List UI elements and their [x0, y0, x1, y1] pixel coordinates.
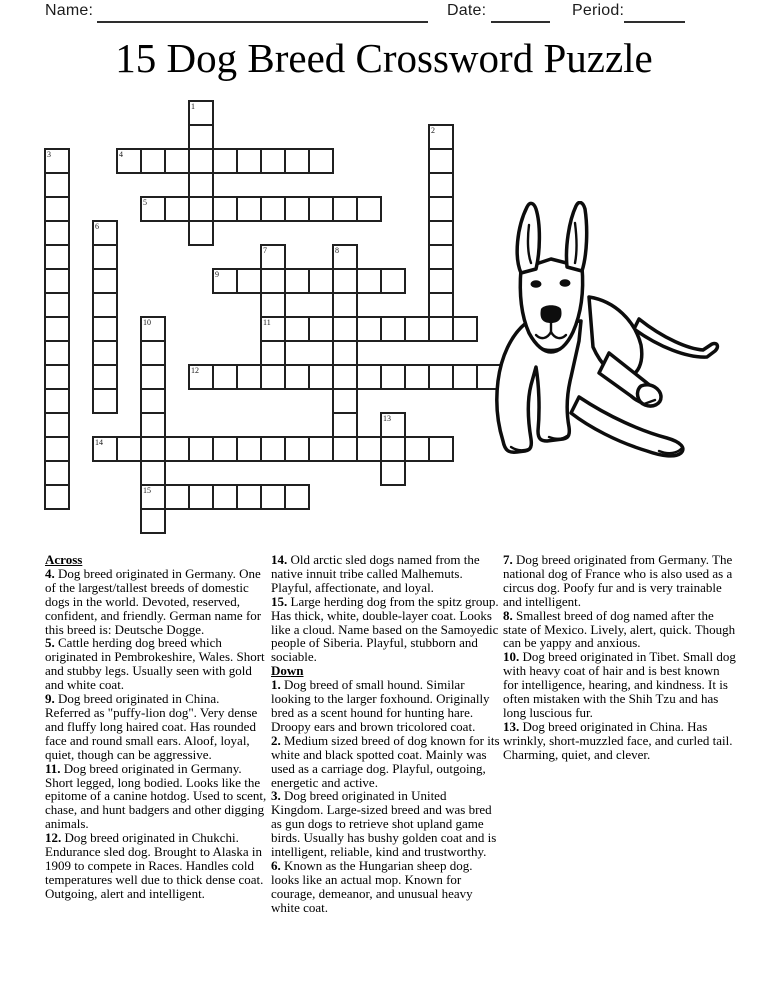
cell-number: 3: [47, 150, 51, 159]
crossword-cell[interactable]: [44, 292, 70, 318]
crossword-cell[interactable]: [332, 292, 358, 318]
crossword-cell[interactable]: [140, 436, 166, 462]
crossword-cell[interactable]: [284, 316, 310, 342]
crossword-cell[interactable]: [44, 460, 70, 486]
cell-number: 7: [263, 246, 267, 255]
clue-number: 7.: [503, 552, 513, 567]
crossword-cell[interactable]: [332, 340, 358, 366]
crossword-cell[interactable]: [428, 148, 454, 174]
period-blank-line: [624, 3, 685, 23]
cell-number: 10: [143, 318, 151, 327]
crossword-cell[interactable]: [308, 148, 334, 174]
clue-number: 9.: [45, 691, 55, 707]
clue-4: 4. Dog breed originated in Germany. One of the largest/tallest breeds of domestic dogs in the world. Devoted, reserved, confident, and friendly. German name for this breed is: Deutsche Dogge.: [45, 565, 262, 637]
crossword-cell[interactable]: [44, 172, 70, 198]
crossword-cell[interactable]: [380, 364, 406, 390]
clue-7: 7. Dog breed originated from Germany. The national dog of France who is also used as a circus dog. Poofy fur and is very trainable and intelligent.: [503, 552, 733, 609]
crossword-cell[interactable]: [428, 292, 454, 318]
crossword-cell[interactable]: [260, 340, 286, 366]
heading-text: Down: [271, 663, 304, 679]
crossword-cell[interactable]: [308, 196, 334, 222]
crossword-cell[interactable]: [44, 388, 70, 414]
crossword-cell[interactable]: [308, 316, 334, 342]
name-blank-line: [97, 3, 428, 23]
crossword-cell[interactable]: [92, 388, 118, 414]
crossword-cell[interactable]: [236, 484, 262, 510]
crossword-cell[interactable]: [212, 196, 238, 222]
crossword-cell[interactable]: [452, 316, 478, 342]
crossword-cell[interactable]: [212, 148, 238, 174]
crossword-cell[interactable]: [140, 364, 166, 390]
cell-number: 14: [95, 438, 103, 447]
cell-number: 6: [95, 222, 99, 231]
crossword-cell[interactable]: [356, 316, 382, 342]
crossword-cell[interactable]: [356, 436, 382, 462]
crossword-cell[interactable]: [164, 196, 190, 222]
cell-number: 9: [215, 270, 219, 279]
clue-number: 13.: [503, 718, 520, 734]
clue-12: 12. Dog breed originated in Chukchi. Endurance sled dog. Brought to Alaska in 1909 to compete in Races. Handles cold temperatures well due to thick dense coat. Outgoing, alert and intelligent.: [45, 830, 264, 901]
crossword-cell[interactable]: [44, 196, 70, 222]
crossword-cell[interactable]: [404, 436, 430, 462]
crossword-cell[interactable]: [44, 268, 70, 294]
crossword-cell[interactable]: [356, 268, 382, 294]
crossword-cell[interactable]: [380, 412, 406, 438]
crossword-cell[interactable]: [44, 244, 70, 270]
crossword-cell[interactable]: [140, 460, 166, 486]
crossword-cell[interactable]: [116, 148, 142, 174]
crossword-cell[interactable]: [44, 340, 70, 366]
crossword-cell[interactable]: [236, 148, 262, 174]
crossword-cell[interactable]: [332, 412, 358, 438]
clue-column-2: [271, 553, 500, 915]
crossword-cell[interactable]: [380, 436, 406, 462]
crossword-cell[interactable]: [188, 172, 214, 198]
clue-column-3: [503, 553, 736, 915]
crossword-cell[interactable]: [260, 268, 286, 294]
cell-number: 1: [191, 102, 195, 111]
crossword-cell[interactable]: [284, 268, 310, 294]
clue-column-1: [45, 553, 267, 915]
crossword-cell[interactable]: [260, 196, 286, 222]
clue-15: 15. Large herding dog from the spitz group. Has thick, white, double-layer coat. Looks like a cloud. Name based on the Samoyedic people of Siberia. Playful, stubborn and sociable.: [271, 593, 499, 665]
crossword-cell[interactable]: [188, 100, 214, 126]
crossword-cell[interactable]: [140, 508, 166, 534]
clue-number: 12.: [45, 830, 62, 846]
clue-5: 5. Cattle herding dog breed which originated in Pembrokeshire, Wales. Short and stubby legs. Usually seen with gold and white coat.: [45, 635, 265, 693]
crossword-cell[interactable]: [428, 124, 454, 150]
clue-number: 3.: [271, 788, 281, 804]
crossword-cell[interactable]: [356, 196, 382, 222]
crossword-cell[interactable]: [140, 412, 166, 438]
across-heading: [45, 553, 267, 567]
crossword-cell[interactable]: [212, 268, 238, 294]
clues: [45, 553, 736, 915]
crossword-cell[interactable]: [260, 148, 286, 174]
crossword-cell[interactable]: [212, 484, 238, 510]
crossword-cell[interactable]: [428, 364, 454, 390]
clue-9: 9. Dog breed originated in China. Referred as "puffy-lion dog". Very dense and fluffy long haired coat. Has rounded face and round small ears. Aloof, loyal, quiet, though can be aggressive.: [45, 691, 258, 762]
clue-6: 6. Known as the Hungarian sheep dog. looks like an actual mop. Known for courage, demeanor, and unusual heavy white coat.: [271, 857, 473, 915]
crossword-cell[interactable]: [332, 388, 358, 414]
cell-number: 13: [383, 414, 391, 423]
crossword-cell[interactable]: [308, 268, 334, 294]
crossword-cell[interactable]: [404, 316, 430, 342]
clue-number: 5.: [45, 635, 55, 651]
crossword-cell[interactable]: [44, 148, 70, 174]
crossword-cell[interactable]: [284, 364, 310, 390]
crossword-cell[interactable]: [380, 460, 406, 486]
clue-3: 3. Dog breed originated in United Kingdom. Large-sized breed and was bred as gun dogs to retrieve shot upland game birds. Usually has bushy golden coat and is intelligent, reliable, kind and trustworthy.: [271, 788, 497, 860]
crossword-cell[interactable]: [44, 316, 70, 342]
clue-2: 2. Medium sized breed of dog known for its white and black spotted coat. Mainly was used as a carriage dog. Playful, outgoing, energetic and active.: [271, 732, 500, 790]
clue-number: 10.: [503, 649, 520, 665]
clue-number: 2.: [271, 732, 281, 748]
crossword-cell[interactable]: [428, 268, 454, 294]
crossword-cell[interactable]: [44, 364, 70, 390]
clue-number: 8.: [503, 607, 513, 623]
crossword-cell[interactable]: [356, 364, 382, 390]
crossword-cell[interactable]: [92, 364, 118, 390]
crossword-cell[interactable]: [260, 436, 286, 462]
date-blank-line: [491, 3, 550, 23]
period-label: Period:: [572, 2, 625, 19]
crossword-cell[interactable]: [428, 220, 454, 246]
page-title: 15 Dog Breed Crossword Puzzle: [115, 35, 653, 81]
clue-number: 11.: [45, 760, 61, 776]
crossword-cell[interactable]: [332, 436, 358, 462]
crossword-cell[interactable]: [44, 412, 70, 438]
crossword-cell[interactable]: [212, 436, 238, 462]
crossword-cell[interactable]: [308, 364, 334, 390]
crossword-cell[interactable]: [188, 436, 214, 462]
clue-1: 1. Dog breed of small hound. Similar looking to the larger foxhound. Originally bred as a scent hound for hunting hare. Droopy ears and brown tricolored coat.: [271, 677, 490, 734]
crossword-cell[interactable]: [92, 220, 118, 246]
crossword-cell[interactable]: [452, 364, 478, 390]
crossword-cell[interactable]: [428, 316, 454, 342]
down-heading: [271, 664, 500, 678]
crossword-cell[interactable]: [188, 484, 214, 510]
crossword-cell[interactable]: [236, 436, 262, 462]
clue-number: 4.: [45, 565, 55, 581]
crossword-cell[interactable]: [140, 316, 166, 342]
clue-number: 14.: [271, 552, 288, 567]
cell-number: 2: [431, 126, 435, 135]
crossword-cell[interactable]: [92, 244, 118, 270]
crossword-cell[interactable]: [236, 196, 262, 222]
crossword-cell[interactable]: [140, 484, 166, 510]
crossword-cell[interactable]: [164, 436, 190, 462]
crossword-cell[interactable]: [92, 316, 118, 342]
crossword-cell[interactable]: [284, 196, 310, 222]
crossword-cell[interactable]: [164, 148, 190, 174]
crossword-cell[interactable]: [140, 148, 166, 174]
crossword-cell[interactable]: [236, 364, 262, 390]
crossword-cell[interactable]: [236, 268, 262, 294]
crossword-cell[interactable]: [380, 316, 406, 342]
date-label: Date:: [447, 2, 487, 19]
crossword-cell[interactable]: [188, 124, 214, 150]
cell-number: 4: [119, 150, 123, 159]
crossword-cell[interactable]: [188, 220, 214, 246]
crossword-cell[interactable]: [92, 292, 118, 318]
crossword-cell[interactable]: [332, 244, 358, 270]
crossword-cell[interactable]: [428, 436, 454, 462]
crossword-cell[interactable]: [188, 196, 214, 222]
crossword-cell[interactable]: [44, 484, 70, 510]
crossword-cell[interactable]: [116, 436, 142, 462]
clue-13: 13. Dog breed originated in China. Has wrinkly, short-muzzled face, and curled tail. Charming, quiet, and clever.: [503, 718, 733, 762]
crossword-cell[interactable]: [428, 172, 454, 198]
crossword-cell[interactable]: [428, 196, 454, 222]
crossword-cell[interactable]: [92, 268, 118, 294]
crossword-cell[interactable]: [44, 436, 70, 462]
cell-number: 5: [143, 198, 147, 207]
crossword-cell[interactable]: [188, 364, 214, 390]
crossword-cell[interactable]: [260, 292, 286, 318]
crossword-cell[interactable]: [332, 268, 358, 294]
crossword-cell[interactable]: [284, 436, 310, 462]
clue-11: 11. Dog breed originated in Germany. Short legged, long bodied. Looks like the epitome of a canine hotdog. Used to scent, chase, and hunt badgers and other digging animals.: [45, 760, 267, 832]
crossword-cell[interactable]: [140, 340, 166, 366]
cell-number: 8: [335, 246, 339, 255]
crossword-cell[interactable]: [284, 148, 310, 174]
crossword-cell[interactable]: [428, 244, 454, 270]
clue-14: 14. Old arctic sled dogs named from the native innuit tribe called Malhemuts. Playful, affectionate, and loyal.: [271, 552, 480, 595]
crossword-cell[interactable]: [140, 196, 166, 222]
name-label: Name:: [45, 2, 94, 19]
cell-number: 11: [263, 318, 271, 327]
clue-number: 15.: [271, 593, 288, 609]
crossword-cell[interactable]: [92, 340, 118, 366]
crossword-cell[interactable]: [164, 484, 190, 510]
crossword-cell[interactable]: [212, 364, 238, 390]
dog-illustration: [489, 201, 731, 459]
cell-number: 15: [143, 486, 151, 495]
clue-8: 8. Smallest breed of dog named after the state of Mexico. Lively, alert, quick. Though can be yappy and anxious.: [503, 607, 736, 651]
crossword-cell[interactable]: [308, 436, 334, 462]
crossword-cell[interactable]: [332, 196, 358, 222]
crossword-cell[interactable]: [380, 268, 406, 294]
crossword-cell[interactable]: [260, 316, 286, 342]
clue-number: 1.: [271, 677, 281, 693]
clue-number: 6.: [271, 857, 281, 873]
cell-number: 12: [191, 366, 199, 375]
crossword-cell[interactable]: [140, 388, 166, 414]
crossword-cell[interactable]: [188, 148, 214, 174]
crossword-cell[interactable]: [332, 364, 358, 390]
clue-10: 10. Dog breed originated in Tibet. Small dog with heavy coat of hair and is best known for intelligence, hearing, and kindness. It is often mistaken with the Shih Tzu and has long luscious fur.: [503, 649, 736, 720]
crossword-cell[interactable]: [92, 436, 118, 462]
crossword-cell[interactable]: [260, 484, 286, 510]
crossword-cell[interactable]: [332, 316, 358, 342]
crossword-cell[interactable]: [44, 220, 70, 246]
crossword-cell[interactable]: [260, 364, 286, 390]
heading-text: Across: [45, 552, 83, 567]
crossword-cell[interactable]: [284, 484, 310, 510]
crossword-cell[interactable]: [260, 244, 286, 270]
crossword-cell[interactable]: [404, 364, 430, 390]
